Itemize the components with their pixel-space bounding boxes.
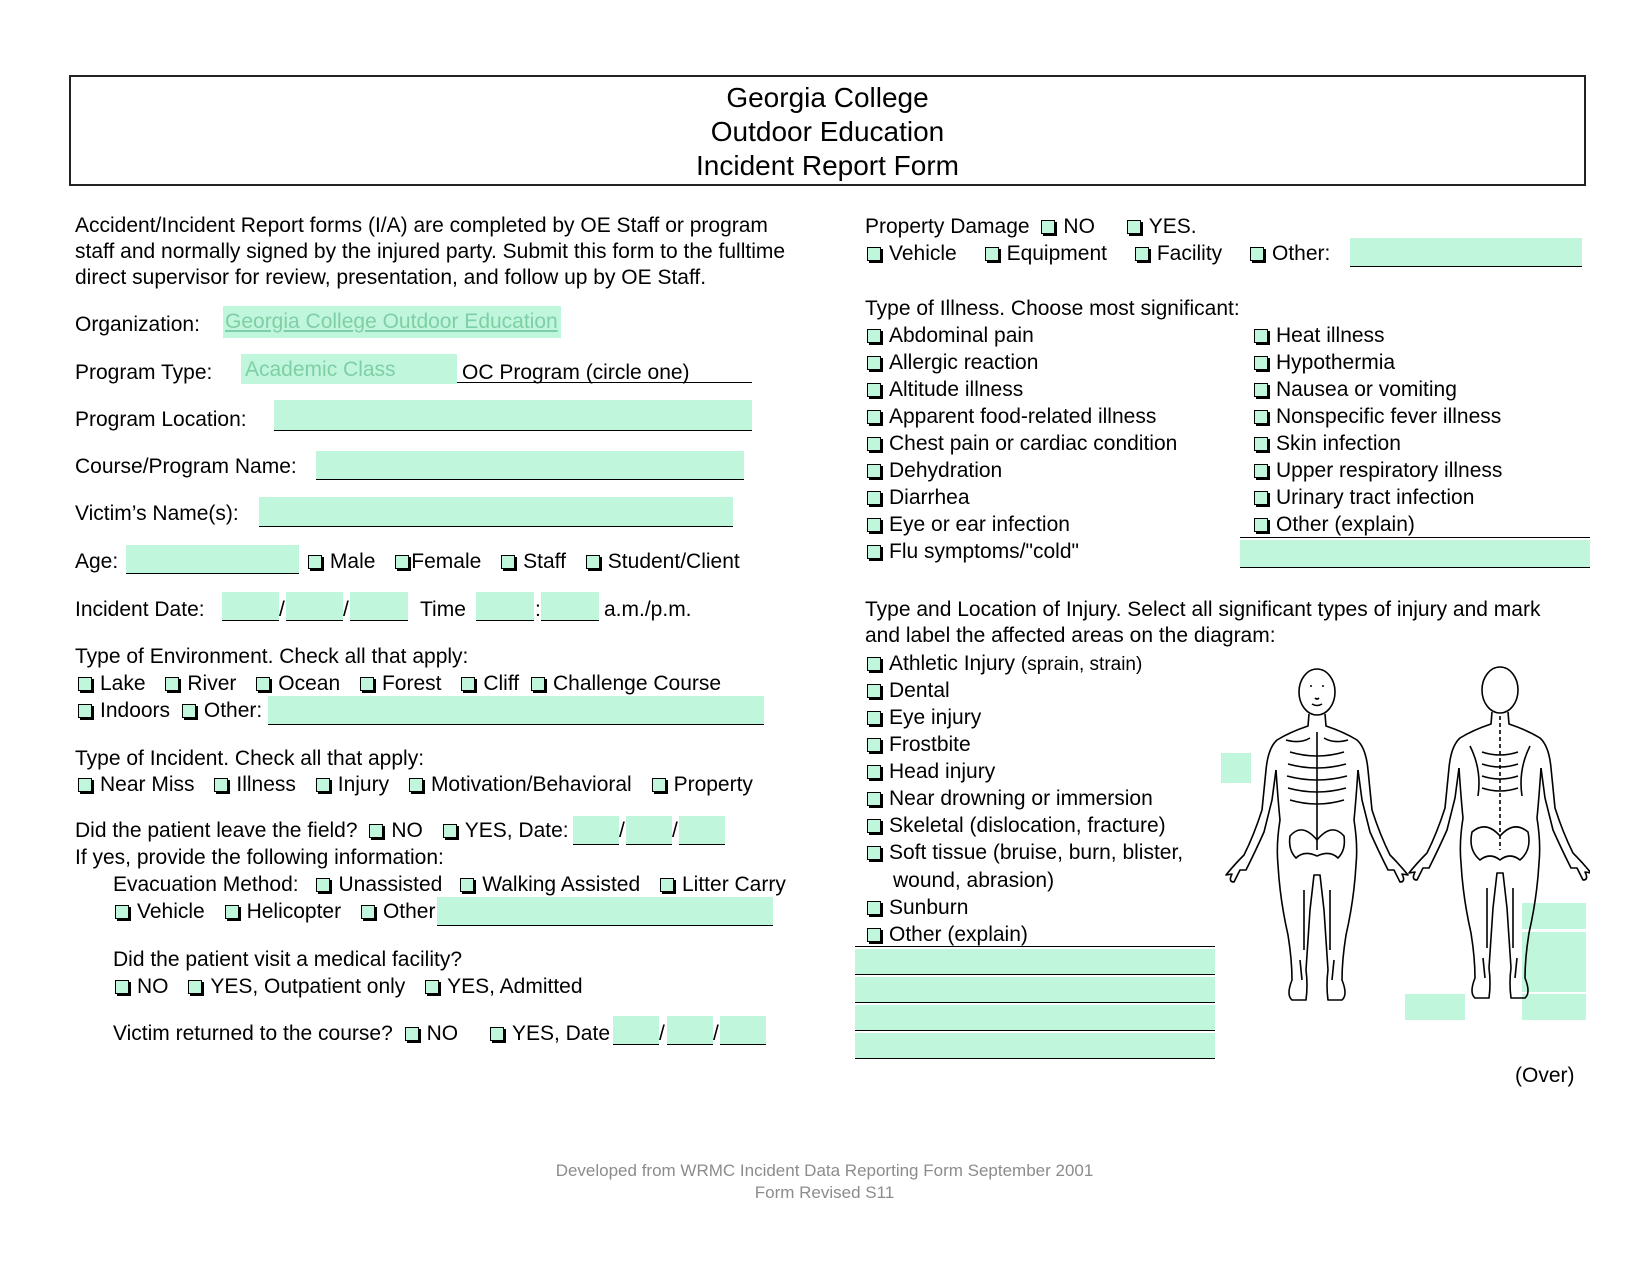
illness-c2-item-3-label: Nonspecific fever illness	[1276, 405, 1502, 428]
illness-c2-item-0-row	[1254, 323, 1385, 349]
helicopter-label: Helicopter	[246, 900, 342, 923]
illness-other-line	[1240, 537, 1590, 538]
property-label-text: Property Damage	[865, 215, 1030, 238]
illness-heading: Type of Illness. Choose most significant:	[865, 297, 1240, 320]
illness-c2-item-5-checkbox[interactable]	[1254, 464, 1268, 478]
equipment-checkbox[interactable]	[985, 247, 999, 261]
time-minute-field[interactable]	[541, 592, 599, 621]
returned-slash-1: /	[659, 1022, 665, 1045]
incident-heading: Type of Incident. Check all that apply:	[75, 747, 425, 770]
time-label: Time	[420, 598, 466, 621]
evac-row-1	[113, 872, 786, 898]
illness-c2-item-1-row	[1254, 350, 1395, 376]
victim-name-label: Victim’s Name(s):	[75, 502, 239, 525]
leave-slash-1: /	[619, 819, 625, 842]
illness-c1-item-5-checkbox[interactable]	[867, 464, 881, 478]
evac-other-checkbox[interactable]	[361, 905, 375, 919]
injury-item-2-label: Frostbite	[889, 733, 971, 756]
body-diagram[interactable]	[1220, 660, 1590, 1020]
ocean-checkbox[interactable]	[256, 677, 270, 691]
illness-c2-item-2-checkbox[interactable]	[1254, 383, 1268, 397]
walking-assisted-label: Walking Assisted	[482, 873, 641, 896]
medical-no-label: NO	[137, 975, 169, 998]
injury-item-6-row	[867, 840, 1183, 866]
indoors-label: Indoors	[100, 699, 171, 722]
forest-checkbox[interactable]	[360, 677, 374, 691]
illness-c1-item-4-checkbox[interactable]	[867, 437, 881, 451]
indoors-checkbox[interactable]	[78, 704, 92, 718]
time-hour-field[interactable]	[476, 592, 534, 621]
injury-explain-field-1[interactable]	[855, 949, 1215, 975]
illness-c2-item-7-row	[1254, 512, 1415, 538]
injury-item-1-row	[867, 705, 981, 731]
injury-explain-field-3[interactable]	[855, 1005, 1215, 1031]
returned-question: Victim returned to the course?	[113, 1022, 393, 1045]
injury-explain-field-2[interactable]	[855, 977, 1215, 1003]
returned-day-field[interactable]	[667, 1016, 713, 1045]
illness-c1-item-2-row	[867, 377, 1023, 403]
time-colon: :	[535, 598, 541, 621]
injury-heading-2: and label the affected areas on the diagram:	[865, 624, 1276, 647]
program-type-value: Academic Class	[245, 358, 396, 381]
student-checkbox[interactable]	[586, 555, 600, 569]
incident-row	[78, 772, 753, 798]
athletic-label: Athletic Injury	[889, 652, 1016, 675]
lake-label: Lake	[100, 672, 146, 695]
athletic-row	[867, 651, 1142, 678]
footer-revision: Form Revised S11	[754, 1183, 895, 1202]
program-type-label: Program Type:	[75, 361, 213, 384]
property-no-label: NO	[1063, 215, 1095, 238]
environment-other-field[interactable]	[268, 696, 764, 725]
illness-c1-item-8-row	[867, 539, 1079, 565]
staff-checkbox[interactable]	[501, 555, 515, 569]
front-body-outline	[1226, 669, 1408, 1000]
illness-c1-item-1-label: Allergic reaction	[889, 351, 1039, 374]
helicopter-checkbox[interactable]	[225, 905, 239, 919]
lake-checkbox[interactable]	[78, 677, 92, 691]
injury-other-line	[855, 946, 1215, 947]
property-other-field[interactable]	[1350, 238, 1582, 267]
injury-item-6-label: Soft tissue (bruise, burn, blister,	[889, 841, 1184, 864]
illness-c1-item-5-label: Dehydration	[889, 459, 1003, 482]
evac-other-label: Other	[382, 900, 436, 923]
admitted-checkbox[interactable]	[425, 980, 439, 994]
if-yes-text: If yes, provide the following information:	[75, 846, 444, 869]
leave-field-question: Did the patient leave the field?	[75, 819, 358, 842]
male-checkbox[interactable]	[308, 555, 322, 569]
returned-row	[113, 1021, 610, 1047]
outpatient-checkbox[interactable]	[188, 980, 202, 994]
leave-field-no-label: NO	[391, 819, 423, 842]
evac-label: Evacuation Method:	[113, 873, 299, 896]
illness-c1-item-4-label: Chest pain or cardiac condition	[889, 432, 1178, 455]
returned-month-field[interactable]	[613, 1016, 659, 1045]
injury-label: Injury	[337, 773, 390, 796]
leave-field-yes-label: YES, Date:	[464, 819, 569, 842]
environment-other-checkbox[interactable]	[182, 704, 196, 718]
female-label: Female	[411, 550, 482, 573]
illness-c1-item-6-row	[867, 485, 970, 511]
illness-c2-item-6-checkbox[interactable]	[1254, 491, 1268, 505]
facility-checkbox[interactable]	[1135, 247, 1149, 261]
illness-c2-item-1-label: Hypothermia	[1276, 351, 1396, 374]
sunburn-row	[867, 895, 968, 921]
injury-item-3-checkbox[interactable]	[867, 765, 881, 779]
illness-c1-item-7-checkbox[interactable]	[867, 518, 881, 532]
injury-item-5-row	[867, 813, 1166, 839]
injury-item-3-label: Head injury	[889, 760, 996, 783]
evac-row-2	[115, 899, 435, 925]
course-name-label: Course/Program Name:	[75, 455, 297, 478]
behavioral-label: Motivation/Behavioral	[430, 773, 632, 796]
illness-c1-item-1-checkbox[interactable]	[867, 356, 881, 370]
property-yes-checkbox[interactable]	[1127, 220, 1141, 234]
litter-carry-checkbox[interactable]	[660, 878, 674, 892]
illness-c2-item-4-checkbox[interactable]	[1254, 437, 1268, 451]
illness-other-field[interactable]	[1240, 540, 1590, 568]
ampm-label: a.m./p.m.	[604, 598, 692, 621]
illness-c2-item-2-row	[1254, 377, 1457, 403]
incident-date-label: Incident Date:	[75, 598, 205, 621]
program-type-line	[457, 382, 752, 383]
student-label: Student/Client	[607, 550, 740, 573]
age-field[interactable]	[126, 545, 299, 574]
staff-label: Staff	[523, 550, 566, 573]
injury-explain-field-4[interactable]	[855, 1033, 1215, 1059]
behavioral-checkbox[interactable]	[409, 778, 423, 792]
injury-checkbox[interactable]	[316, 778, 330, 792]
property-other-checkbox[interactable]	[1250, 247, 1264, 261]
injury-item-2-checkbox[interactable]	[867, 738, 881, 752]
injury-item-4-checkbox[interactable]	[867, 792, 881, 806]
male-label: Male	[329, 550, 376, 573]
leave-slash-2: /	[672, 819, 678, 842]
program-location-field[interactable]	[274, 400, 752, 431]
intro-line-2: staff and normally signed by the injured party. Submit this form to the fulltime	[75, 240, 786, 263]
property-label: Property	[673, 773, 753, 796]
evac-vehicle-checkbox[interactable]	[115, 905, 129, 919]
sunburn-checkbox[interactable]	[867, 901, 881, 915]
illness-checkbox[interactable]	[214, 778, 228, 792]
injury-other-label: Other (explain)	[889, 923, 1028, 946]
challenge-course-checkbox[interactable]	[531, 677, 545, 691]
illness-c2-item-3-checkbox[interactable]	[1254, 410, 1268, 424]
program-location-label: Program Location:	[75, 408, 247, 431]
challenge-course-label: Challenge Course	[552, 672, 722, 695]
unassisted-label: Unassisted	[338, 873, 443, 896]
program-type-suffix: OC Program (circle one)	[462, 361, 690, 384]
equipment-label: Equipment	[1006, 242, 1107, 265]
illness-c2-item-2-label: Nausea or vomiting	[1276, 378, 1457, 401]
illness-c1-item-7-row	[867, 512, 1070, 538]
incident-year-field[interactable]	[350, 592, 408, 621]
returned-no-label: NO	[426, 1022, 459, 1045]
date-slash-2: /	[343, 598, 349, 621]
environment-other-label: Other:	[203, 699, 263, 722]
course-name-field[interactable]	[316, 451, 744, 480]
injury-item-1-label: Eye injury	[889, 706, 982, 729]
property-yes-label: YES.	[1148, 215, 1197, 238]
property-no-checkbox[interactable]	[1041, 220, 1055, 234]
returned-yes-checkbox[interactable]	[490, 1027, 504, 1041]
medical-row	[115, 974, 583, 1000]
illness-c1-item-8-label: Flu symptoms/"cold"	[889, 540, 1079, 563]
illness-c2-item-0-checkbox[interactable]	[1254, 329, 1268, 343]
illness-c1-item-7-label: Eye or ear infection	[889, 513, 1070, 536]
property-row-2	[867, 241, 1330, 267]
returned-yes-label: YES, Date	[511, 1022, 611, 1045]
back-body-outline	[1409, 667, 1590, 998]
property-row-1	[865, 214, 1197, 240]
illness-c2-item-0-label: Heat illness	[1276, 324, 1385, 347]
walking-assisted-checkbox[interactable]	[460, 878, 474, 892]
female-checkbox[interactable]	[395, 555, 409, 569]
admitted-label: YES, Admitted	[447, 975, 583, 998]
injury-other-row	[867, 922, 1028, 948]
illness-c2-item-4-row	[1254, 431, 1401, 457]
property-other-label: Other:	[1272, 242, 1331, 265]
illness-c1-item-3-checkbox[interactable]	[867, 410, 881, 424]
illness-c1-item-3-label: Apparent food-related illness	[889, 405, 1157, 428]
near-miss-label: Near Miss	[100, 773, 195, 796]
cliff-label: Cliff	[483, 672, 520, 695]
illness-c1-item-5-row	[867, 458, 1002, 484]
form-header	[69, 75, 1586, 186]
returned-no-checkbox[interactable]	[405, 1027, 419, 1041]
environment-row-1	[78, 671, 721, 697]
injury-item-0-label: Dental	[889, 679, 950, 702]
illness-c1-item-4-row	[867, 431, 1177, 457]
illness-c1-item-2-checkbox[interactable]	[867, 383, 881, 397]
property-vehicle-checkbox[interactable]	[867, 247, 881, 261]
medical-no-checkbox[interactable]	[115, 980, 129, 994]
returned-year-field[interactable]	[720, 1016, 766, 1045]
over-label: (Over)	[1515, 1064, 1575, 1087]
property-vehicle-label: Vehicle	[889, 242, 957, 265]
leave-year-field[interactable]	[679, 816, 725, 845]
river-checkbox[interactable]	[165, 677, 179, 691]
injury-item-3-row	[867, 759, 995, 785]
leave-field-row	[75, 818, 569, 844]
intro-line-3: direct supervisor for review, presentation, and follow up by OE Staff.	[75, 266, 707, 289]
environment-row-2	[78, 698, 262, 724]
illness-c2-item-6-label: Urinary tract infection	[1276, 486, 1475, 509]
injury-item-4-row	[867, 786, 1153, 812]
illness-c1-item-2-label: Altitude illness	[889, 378, 1024, 401]
illness-c2-item-1-checkbox[interactable]	[1254, 356, 1268, 370]
leave-field-no-checkbox[interactable]	[369, 824, 383, 838]
facility-label: Facility	[1156, 242, 1223, 265]
injury-other-checkbox[interactable]	[867, 928, 881, 942]
sunburn-label: Sunburn	[889, 896, 969, 919]
incident-day-field[interactable]	[286, 592, 343, 621]
leave-field-yes-checkbox[interactable]	[443, 824, 457, 838]
victim-name-field[interactable]	[259, 497, 733, 527]
leave-month-field[interactable]	[573, 816, 619, 845]
date-slash-1: /	[279, 598, 285, 621]
near-miss-checkbox[interactable]	[78, 778, 92, 792]
litter-carry-label: Litter Carry	[682, 873, 786, 896]
illness-c1-item-1-row	[867, 350, 1038, 376]
injury-heading-1: Type and Location of Injury. Select all significant types of injury and mark	[865, 598, 1541, 621]
illness-c1-item-0-label: Abdominal pain	[889, 324, 1034, 347]
organization-value: Georgia College Outdoor Education	[225, 310, 558, 333]
illness-c1-item-6-label: Diarrhea	[889, 486, 970, 509]
outpatient-label: YES, Outpatient only	[210, 975, 406, 998]
illness-c2-item-3-row	[1254, 404, 1501, 430]
illness-c1-item-0-checkbox[interactable]	[867, 329, 881, 343]
evac-vehicle-label: Vehicle	[137, 900, 205, 923]
organization-label: Organization:	[75, 313, 200, 336]
header-form-title: Incident Report Form	[696, 150, 959, 181]
river-label: River	[187, 672, 237, 695]
header-department: Outdoor Education	[710, 116, 945, 147]
illness-c2-item-5-label: Upper respiratory illness	[1276, 459, 1503, 482]
injury-item-5-checkbox[interactable]	[867, 819, 881, 833]
medical-question: Did the patient visit a medical facility?	[113, 948, 462, 971]
injury-item-6-checkbox[interactable]	[867, 846, 881, 860]
illness-c1-item-3-row	[867, 404, 1156, 430]
injury-item-2-row	[867, 732, 971, 758]
intro-line-1: Accident/Incident Report forms (I/A) are completed by OE Staff or program	[75, 214, 768, 237]
injury-item-0-checkbox[interactable]	[867, 684, 881, 698]
illness-c2-item-7-label: Other (explain)	[1276, 513, 1415, 536]
illness-c1-item-8-checkbox[interactable]	[867, 545, 881, 559]
injury-item-1-checkbox[interactable]	[867, 711, 881, 725]
leave-day-field[interactable]	[626, 816, 672, 845]
header-college: Georgia College	[726, 82, 929, 113]
athletic-checkbox[interactable]	[867, 657, 881, 671]
illness-c2-item-7-checkbox[interactable]	[1254, 518, 1268, 532]
injury-item-4-label: Near drowning or immersion	[889, 787, 1153, 810]
ocean-label: Ocean	[278, 672, 341, 695]
unassisted-checkbox[interactable]	[316, 878, 330, 892]
cliff-checkbox[interactable]	[461, 677, 475, 691]
evac-other-field[interactable]	[437, 897, 773, 926]
property-checkbox[interactable]	[652, 778, 666, 792]
footer-credit: Developed from WRMC Incident Data Reporting Form September 2001	[555, 1161, 1094, 1180]
illness-c1-item-0-row	[867, 323, 1034, 349]
illness-c2-item-4-label: Skin infection	[1276, 432, 1401, 455]
incident-month-field[interactable]	[222, 592, 279, 621]
injury-item-5-label: Skeletal (dislocation, fracture)	[889, 814, 1166, 837]
forest-label: Forest	[381, 672, 442, 695]
illness-c2-item-5-row	[1254, 458, 1502, 484]
illness-c2-item-6-row	[1254, 485, 1474, 511]
illness-label: Illness	[236, 773, 296, 796]
illness-c1-item-6-checkbox[interactable]	[867, 491, 881, 505]
athletic-note: (sprain, strain)	[1020, 654, 1143, 675]
returned-slash-2: /	[713, 1022, 719, 1045]
age-label: Age:	[75, 550, 119, 573]
environment-heading: Type of Environment. Check all that apply:	[75, 645, 469, 668]
soft-tissue-cont: wound, abrasion)	[893, 869, 1055, 892]
injury-item-0-row	[867, 678, 950, 704]
